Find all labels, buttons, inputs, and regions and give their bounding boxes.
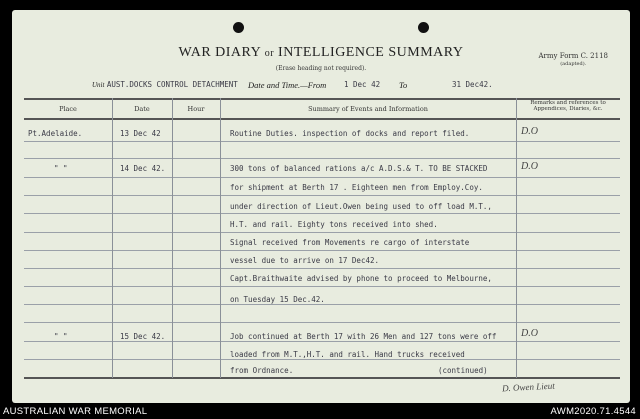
entry-initials: D.O <box>521 161 538 172</box>
diary-table <box>24 98 620 378</box>
title-or: or <box>264 48 275 59</box>
remarks-header-line2: Appendices, Diaries, &c. <box>533 106 603 112</box>
summary-line: Routine Duties. inspection of docks and report filed. <box>230 129 470 138</box>
summary-line: 300 tons of balanced rations a/c A.D.S.& T. TO BE STACKED <box>230 164 488 173</box>
summary-continued: (continued) <box>438 366 488 375</box>
officer-signature: D. Owen Lieut <box>501 380 555 394</box>
to-date: 31 Dec42. <box>452 80 493 89</box>
footer-institution: AUSTRALIAN WAR MEMORIAL <box>3 406 148 417</box>
column-header-hour: Hour <box>187 105 205 113</box>
column-header-place: Place <box>59 105 77 113</box>
army-form-sub: (adapted). <box>560 61 587 68</box>
form-subtitle: (Erase heading not required). <box>275 65 367 72</box>
summary-line: vessel due to arrive on 17 Dec42. <box>230 256 380 265</box>
entry-initials: D.O <box>521 126 538 137</box>
army-form-label: Army Form C. 2118 <box>538 52 608 60</box>
to-label: To <box>399 80 408 90</box>
date-time-label: Date and Time.—From <box>248 80 327 90</box>
summary-line: from Ordnance. <box>230 366 294 375</box>
summary-line: for shipment at Berth 17 . Eighteen men from Employ.Coy. <box>230 183 483 192</box>
entry-date: 13 Dec 42 <box>120 129 161 138</box>
entry-place: " " <box>54 332 68 341</box>
summary-line: on Tuesday 15 Dec.42. <box>230 295 325 304</box>
entry-place: Pt.Adelaide. <box>28 129 83 138</box>
entry-date: 15 Dec 42. <box>120 332 166 341</box>
summary-line: loaded from M.T.,H.T. and rail. Hand trucks received <box>230 350 465 359</box>
title-war-diary: WAR DIARY <box>178 45 261 60</box>
unit-name: AUST.DOCKS CONTROL DETACHMENT <box>106 80 238 89</box>
column-header-date: Date <box>134 105 150 113</box>
entry-date: 14 Dec 42. <box>120 164 166 173</box>
summary-line: H.T. and rail. Eighty tons received into shed. <box>230 220 438 229</box>
column-header-summary: Summary of Events and Information <box>308 105 428 113</box>
remarks-header-line1: Remarks and references to <box>530 100 606 106</box>
summary-line: under direction of Lieut.Owen being used to off load M.T., <box>230 202 492 211</box>
column-header-remarks <box>516 100 620 112</box>
diary-sheet <box>12 10 630 403</box>
summary-line: Job continued at Berth 17 with 26 Men and 127 tons were off <box>230 332 497 341</box>
summary-line: Capt.Braithwaite advised by phone to proceed to Melbourne, <box>230 274 492 283</box>
footer-accession-number: AWM2020.71.4544 <box>550 406 636 417</box>
form-title <box>12 45 630 61</box>
title-intelligence-summary: INTELLIGENCE SUMMARY <box>278 45 464 60</box>
unit-line <box>92 80 238 89</box>
unit-prefix: Unit <box>92 81 105 89</box>
punch-hole <box>418 22 429 33</box>
punch-hole <box>233 22 244 33</box>
summary-line: Signal received from Movements re cargo of interstate <box>230 238 470 247</box>
army-form-number <box>539 52 609 68</box>
entry-initials: D.O <box>521 328 538 339</box>
from-date: 1 Dec 42 <box>344 80 381 89</box>
entry-place: " " <box>54 164 68 173</box>
